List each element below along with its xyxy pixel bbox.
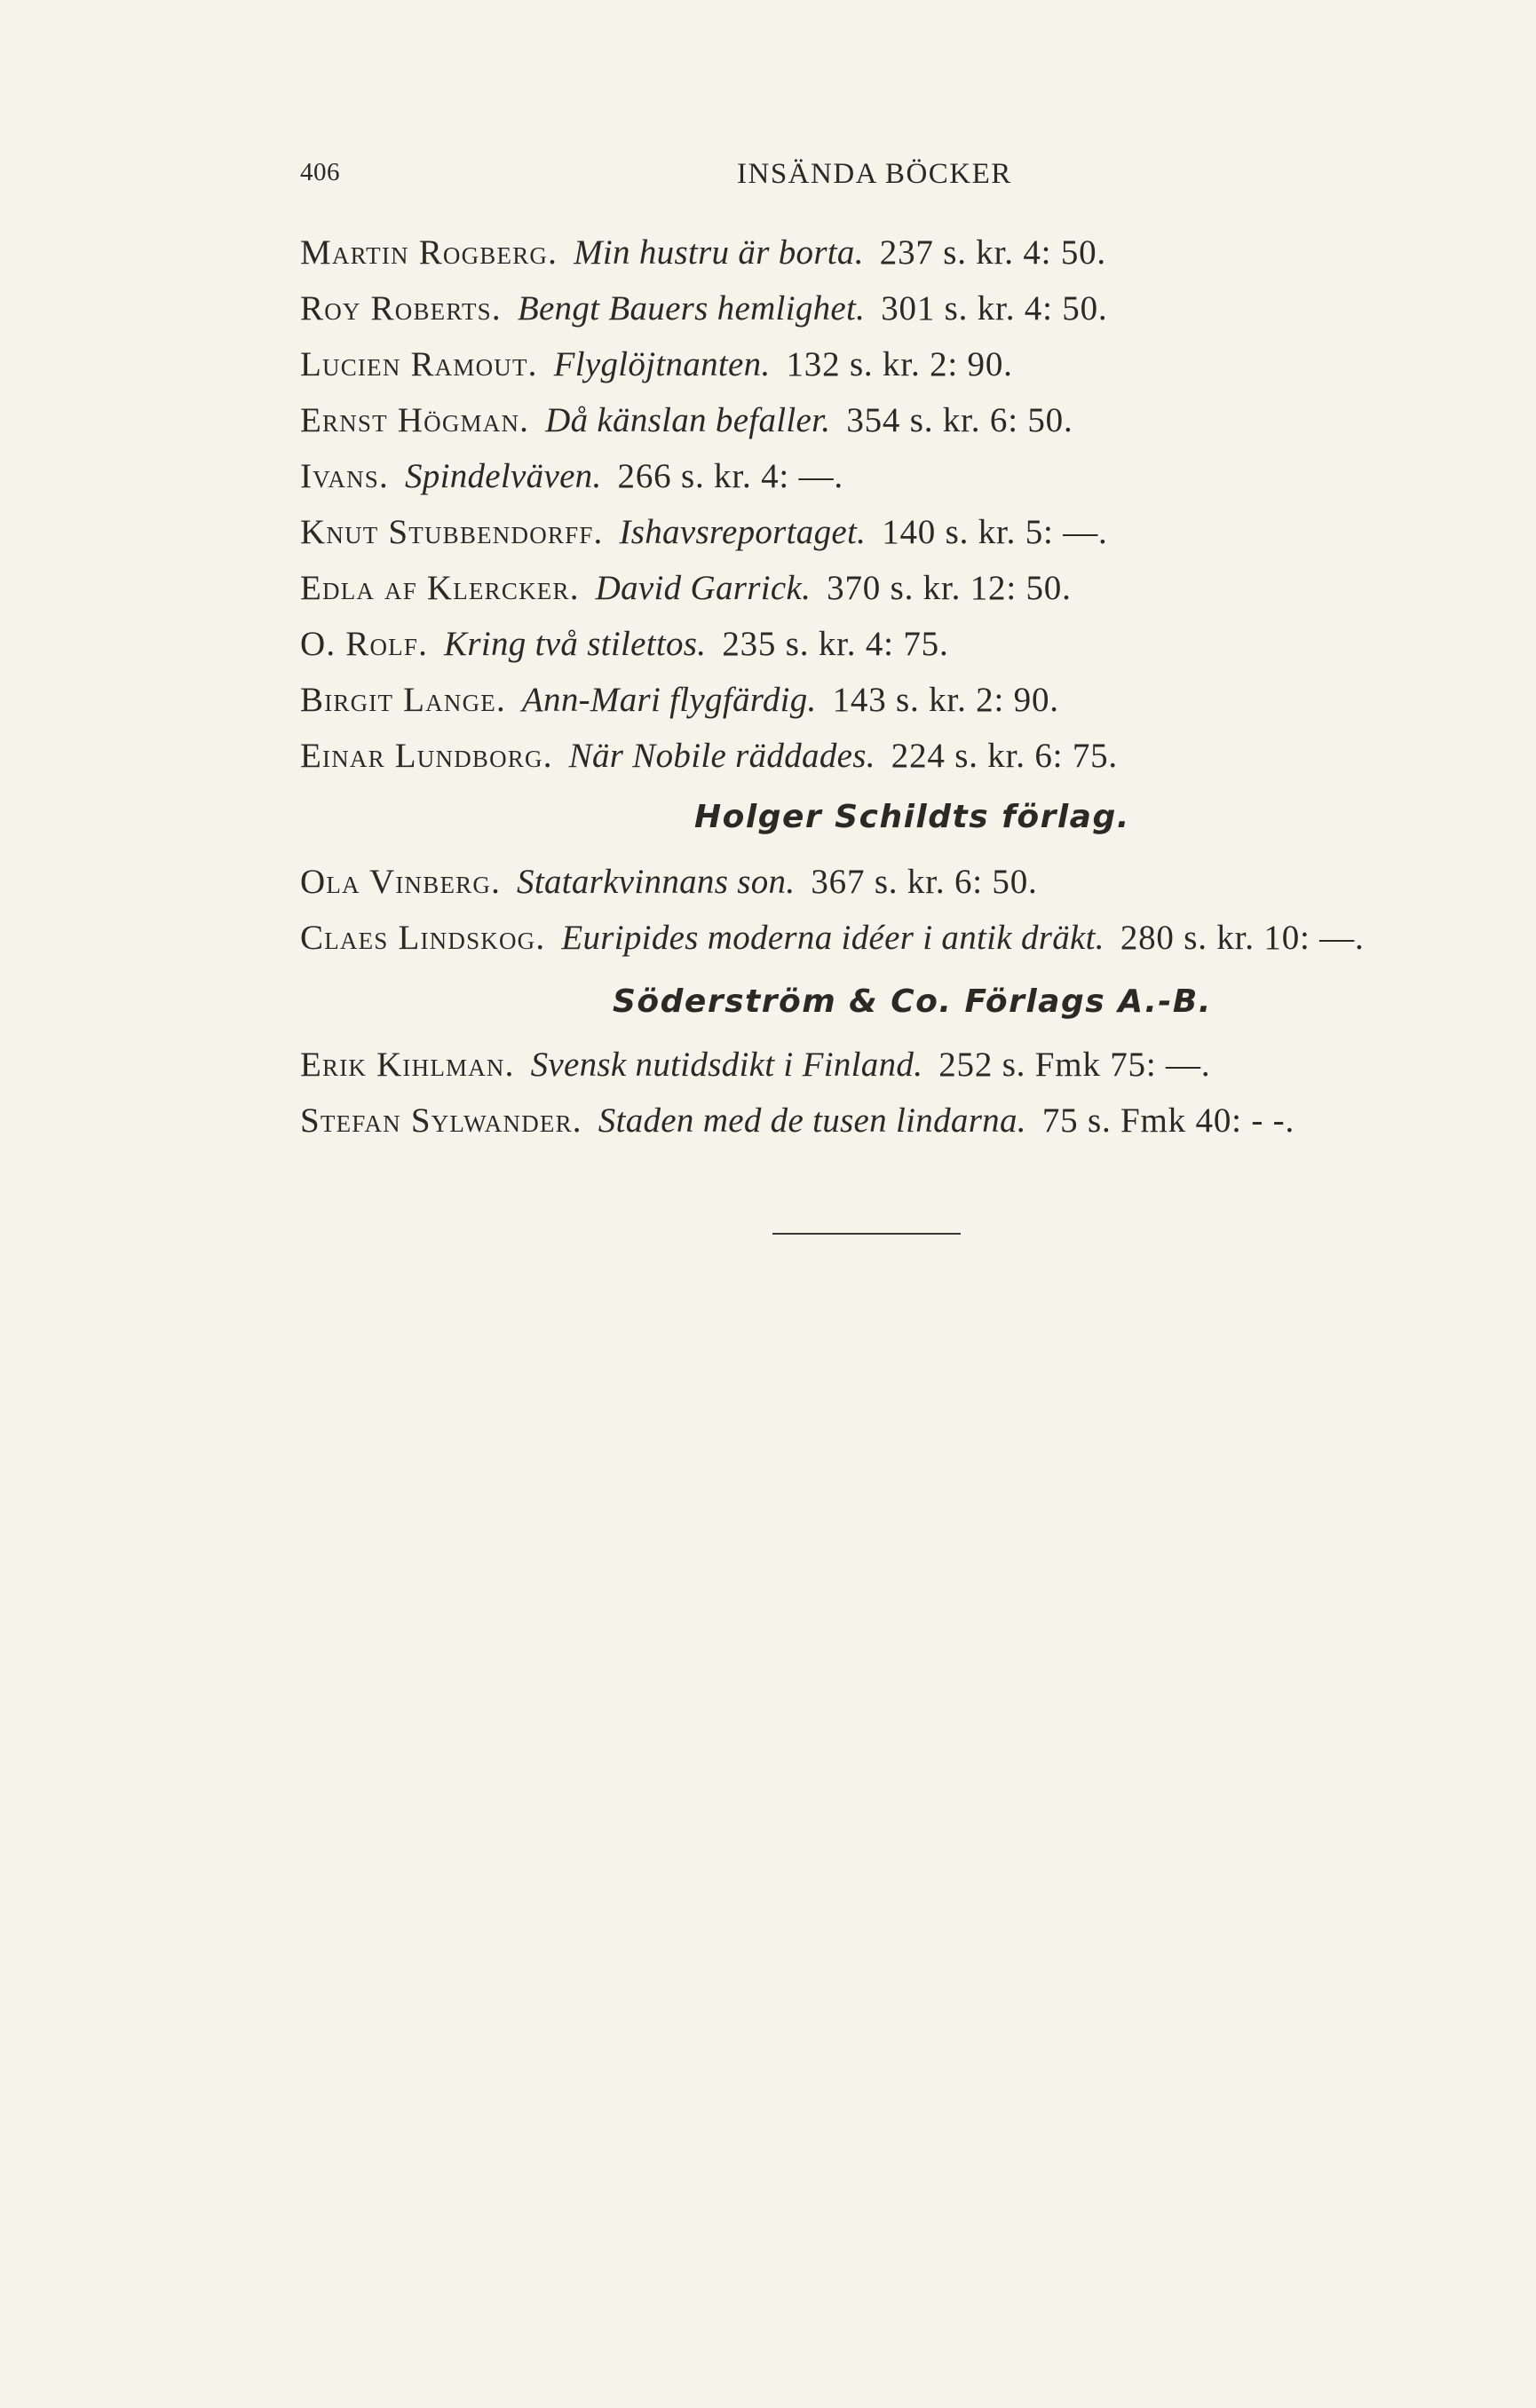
- entry-details: 235 s. kr. 4: 75.: [722, 625, 949, 663]
- entry-title: Spindelväven.: [404, 457, 602, 495]
- entry-author: Roy Roberts.: [300, 289, 502, 328]
- entry-title: David Garrick.: [595, 569, 812, 607]
- entry-details: 252 s. Fmk 75: —.: [938, 1046, 1211, 1084]
- entry-author: O. Rolf.: [300, 625, 429, 663]
- book-entry: [300, 456, 843, 496]
- entry-title: Staden med de tusen lindarna.: [598, 1101, 1026, 1140]
- entry-title: Då känslan befaller.: [545, 401, 831, 439]
- book-entry: [300, 344, 1013, 384]
- entry-author: Knut Stubbendorff.: [300, 513, 604, 551]
- page-number: 406: [300, 158, 340, 186]
- book-entry: [300, 624, 949, 664]
- entry-details: 237 s. kr. 4: 50.: [879, 233, 1106, 272]
- entry-author: Edla af Klercker.: [300, 569, 580, 607]
- entry-details: 143 s. kr. 2: 90.: [832, 681, 1059, 719]
- entry-author: Lucien Ramout.: [300, 345, 538, 383]
- book-entry: [300, 736, 1118, 776]
- book-entry: [300, 1101, 1295, 1141]
- book-entry: [300, 862, 1038, 902]
- entry-author: Ernst Högman.: [300, 401, 530, 439]
- book-entry: [300, 680, 1059, 720]
- entry-details: 301 s. kr. 4: 50.: [881, 289, 1108, 328]
- entry-details: 354 s. kr. 6: 50.: [846, 401, 1073, 439]
- entry-title: Flyglöjtnanten.: [553, 345, 771, 383]
- book-entry: [300, 512, 1108, 552]
- entry-author: Martin Rogberg.: [300, 233, 558, 272]
- entry-author: Ivans.: [300, 457, 389, 495]
- entry-title: Euripides moderna idéer i antik dräkt.: [561, 919, 1104, 957]
- entry-author: Birgit Lange.: [300, 681, 506, 719]
- entry-title: Bengt Bauers hemlighet.: [517, 289, 866, 328]
- running-head: INSÄNDA BÖCKER: [737, 158, 1012, 190]
- book-entry: [300, 1045, 1210, 1085]
- publisher-heading: Holger Schildts förlag.: [694, 799, 1130, 835]
- book-entry: [300, 400, 1073, 440]
- entry-details: 75 s. Fmk 40: - -.: [1041, 1101, 1295, 1140]
- entry-title: Statarkvinnans son.: [517, 863, 796, 901]
- entry-author: Stefan Sylwander.: [300, 1101, 582, 1140]
- entry-details: 266 s. kr. 4: —.: [617, 457, 843, 495]
- entry-title: Min hustru är borta.: [574, 233, 864, 272]
- entry-details: 224 s. kr. 6: 75.: [891, 737, 1118, 775]
- entry-author: Erik Kihlman.: [300, 1046, 515, 1084]
- book-entry: [300, 288, 1107, 328]
- entry-title: Ann-Mari flygfärdig.: [521, 681, 817, 719]
- book-entry: [300, 918, 1365, 958]
- book-entry: [300, 568, 1072, 608]
- entry-title: Svensk nutidsdikt i Finland.: [530, 1046, 923, 1084]
- entry-details: 280 s. kr. 10: —.: [1120, 919, 1365, 957]
- entry-title: När Nobile räddades.: [568, 737, 875, 775]
- entry-details: 370 s. kr. 12: 50.: [827, 569, 1072, 607]
- entry-details: 132 s. kr. 2: 90.: [786, 345, 1013, 383]
- section-divider: [772, 1233, 961, 1235]
- book-entry: [300, 233, 1106, 272]
- entry-author: Claes Lindskog.: [300, 919, 546, 957]
- entry-title: Ishavsreportaget.: [619, 513, 867, 551]
- publisher-heading: Söderström & Co. Förlags A.-B.: [613, 983, 1212, 1020]
- entry-details: 367 s. kr. 6: 50.: [811, 863, 1038, 901]
- entry-author: Ola Vinberg.: [300, 863, 502, 901]
- entry-author: Einar Lundborg.: [300, 737, 553, 775]
- entry-details: 140 s. kr. 5: —.: [882, 513, 1108, 551]
- entry-title: Kring två stilettos.: [444, 625, 707, 663]
